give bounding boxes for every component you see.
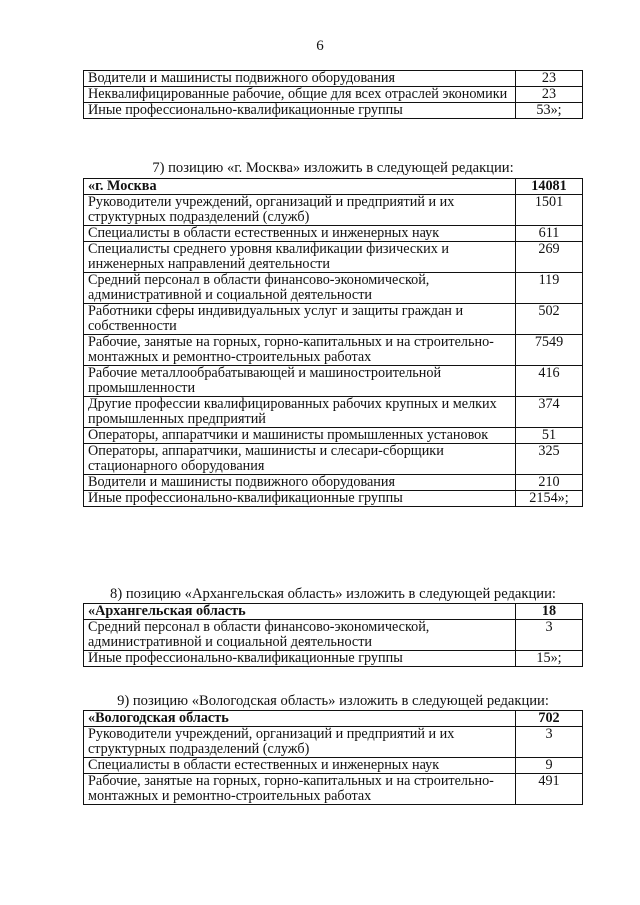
row-label: Иные профессионально-квалификационные группы [84, 491, 516, 507]
page-number: 6 [316, 38, 324, 54]
row-value: 51 [516, 428, 583, 444]
vologda-table [83, 710, 583, 805]
row-label: Средний персонал в области финансово-экономической, административной и социальной деятельности [84, 273, 516, 304]
row-value: 23 [516, 87, 583, 103]
table-row [84, 366, 583, 397]
region-name: «Вологодская область [84, 711, 516, 727]
row-value: 325 [516, 444, 583, 475]
row-value: 1501 [516, 195, 583, 226]
row-label: Неквалифицированные рабочие, общие для всех отраслей экономики [84, 87, 516, 103]
table-header-row [84, 711, 583, 727]
row-label: Средний персонал в области финансово-экономической, административной и социальной деятельности [84, 620, 516, 651]
table-row [84, 397, 583, 428]
row-value: 53»; [516, 103, 583, 119]
table-header-row [84, 604, 583, 620]
continued-table [83, 70, 583, 119]
row-value: 9 [516, 758, 583, 774]
table-row [84, 428, 583, 444]
region-name: «г. Москва [84, 179, 516, 195]
table-row [84, 195, 583, 226]
row-label: Специалисты среднего уровня квалификации физических и инженерных направлений деятельности [84, 242, 516, 273]
table-row [84, 304, 583, 335]
row-value: 3 [516, 727, 583, 758]
row-label: Иные профессионально-квалификационные группы [84, 103, 516, 119]
row-label: Водители и машинисты подвижного оборудования [84, 475, 516, 491]
row-value: 611 [516, 226, 583, 242]
row-value: 23 [516, 71, 583, 87]
row-label: Руководители учреждений, организаций и предприятий и их структурных подразделений (служб) [84, 195, 516, 226]
row-label: Специалисты в области естественных и инженерных наук [84, 758, 516, 774]
table-row [84, 491, 583, 507]
row-value: 3 [516, 620, 583, 651]
table-row [84, 727, 583, 758]
table-header-row [84, 179, 583, 195]
section-9-heading: 9) позицию «Вологодская область» изложить в следующей редакции: [117, 693, 549, 709]
table-row [84, 620, 583, 651]
row-label: Руководители учреждений, организаций и предприятий и их структурных подразделений (служб) [84, 727, 516, 758]
table-row [84, 103, 583, 119]
table-row [84, 71, 583, 87]
region-total: 14081 [516, 179, 583, 195]
row-label: Водители и машинисты подвижного оборудования [84, 71, 516, 87]
row-label: Иные профессионально-квалификационные группы [84, 651, 516, 667]
table-row [84, 475, 583, 491]
row-label: Другие профессии квалифицированных рабочих крупных и мелких промышленных предприятий [84, 397, 516, 428]
table-row [84, 242, 583, 273]
region-name: «Архангельская область [84, 604, 516, 620]
row-label: Специалисты в области естественных и инженерных наук [84, 226, 516, 242]
table-row [84, 335, 583, 366]
row-value: 502 [516, 304, 583, 335]
row-label: Рабочие металлообрабатывающей и машиностроительной промышленности [84, 366, 516, 397]
row-value: 210 [516, 475, 583, 491]
row-value: 269 [516, 242, 583, 273]
row-value: 374 [516, 397, 583, 428]
region-total: 18 [516, 604, 583, 620]
region-total: 702 [516, 711, 583, 727]
section-8-heading: 8) позицию «Архангельская область» изложить в следующей редакции: [110, 586, 556, 602]
row-value: 7549 [516, 335, 583, 366]
table-row [84, 273, 583, 304]
row-value: 416 [516, 366, 583, 397]
table-row [84, 87, 583, 103]
table-row [84, 651, 583, 667]
arkhangelsk-table [83, 603, 583, 667]
row-value: 119 [516, 273, 583, 304]
row-label: Работники сферы индивидуальных услуг и защиты граждан и собственности [84, 304, 516, 335]
table-row [84, 758, 583, 774]
section-7-heading: 7) позицию «г. Москва» изложить в следующей редакции: [152, 160, 514, 176]
table-row [84, 444, 583, 475]
row-label: Рабочие, занятые на горных, горно-капитальных и на строительно-монтажных и ремонтно-строительных работах [84, 335, 516, 366]
row-value: 2154»; [516, 491, 583, 507]
row-label: Операторы, аппаратчики и машинисты промышленных установок [84, 428, 516, 444]
row-value: 491 [516, 774, 583, 805]
row-label: Операторы, аппаратчики, машинисты и слесари-сборщики стационарного оборудования [84, 444, 516, 475]
moscow-table [83, 178, 583, 507]
row-value: 15»; [516, 651, 583, 667]
table-row [84, 226, 583, 242]
row-label: Рабочие, занятые на горных, горно-капитальных и на строительно-монтажных и ремонтно-строительных работах [84, 774, 516, 805]
table-row [84, 774, 583, 805]
